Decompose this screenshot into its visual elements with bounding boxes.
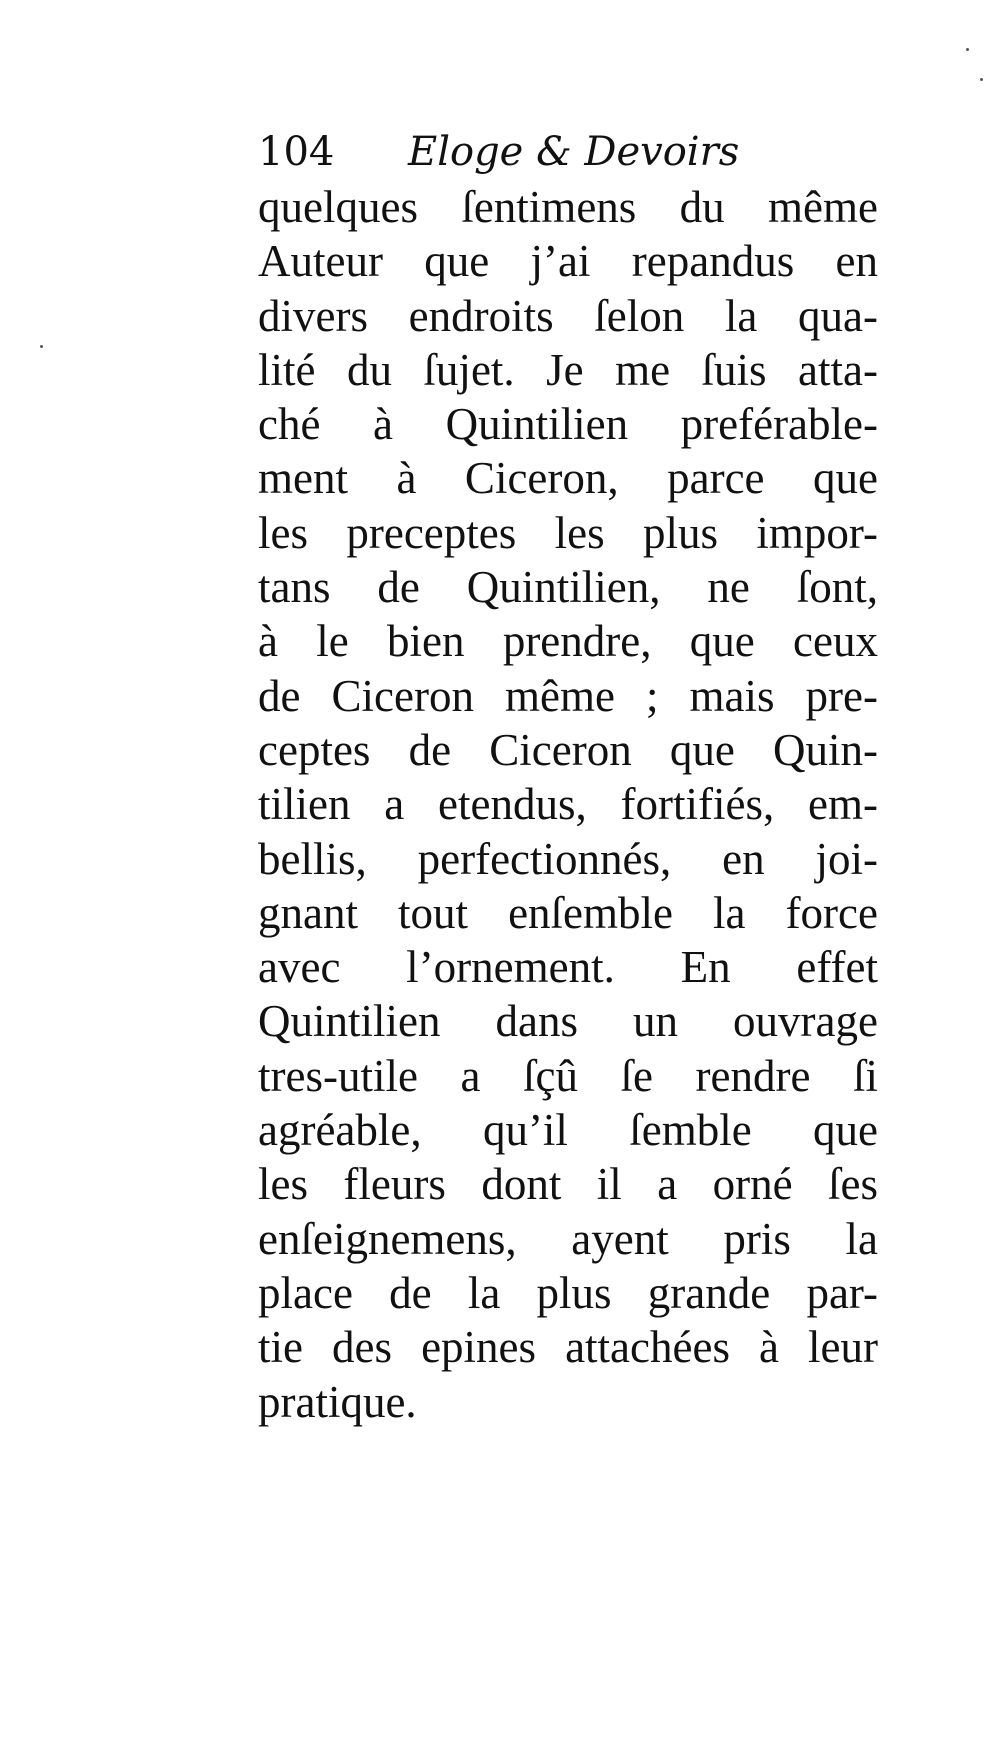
scan-speck [980,78,983,81]
text-line: agréable, qu’il ſemble que [258,1105,878,1156]
text-line: bellis, perfectionnés, en joi- [258,833,878,884]
running-head [258,122,878,182]
text-line: tans de Quintilien, ne ſont, [258,562,878,613]
text-line: lité du ſujet. Je me ſuis atta- [258,344,878,395]
text-line: quelques ſentimens du même [258,182,878,232]
text-line: à le bien prendre, que ceux [258,616,878,667]
text-line: tilien a etendus, fortifiés, em- [258,779,878,830]
text-line: place de la plus grande par- [258,1267,878,1318]
text-line: Quintilien dans un ouvrage [258,996,878,1047]
text-line: tie des epines attachées à leur [258,1322,878,1373]
text-line: tres-utile a ſçû ſe rendre ſi [258,1050,878,1101]
text-line: ceptes de Ciceron que Quin- [258,724,878,775]
text-line: ché à Quintilien preférable- [258,399,878,450]
text-line: les fleurs dont il a orné ſes [258,1159,878,1210]
text-line: gnant tout enſemble la force [258,887,878,938]
text-line: de Ciceron même ; mais pre- [258,670,878,721]
text-line: divers endroits ſelon la qua- [258,290,878,341]
running-title: Eloge & Devoirs [408,129,740,175]
scan-speck [966,48,969,51]
text-line: pratique. [258,1376,417,1427]
text-line: Auteur que j’ai repandus en [258,236,878,287]
body-text [258,180,878,1429]
text-line: avec l’ornement. En effet [258,942,878,993]
text-line: les preceptes les plus impor- [258,507,878,558]
text-line: ment à Ciceron, parce que [258,453,878,504]
page-number: 104 [258,129,335,175]
text-line: enſeignemens, ayent pris la [258,1213,878,1264]
scan-speck [40,345,43,348]
